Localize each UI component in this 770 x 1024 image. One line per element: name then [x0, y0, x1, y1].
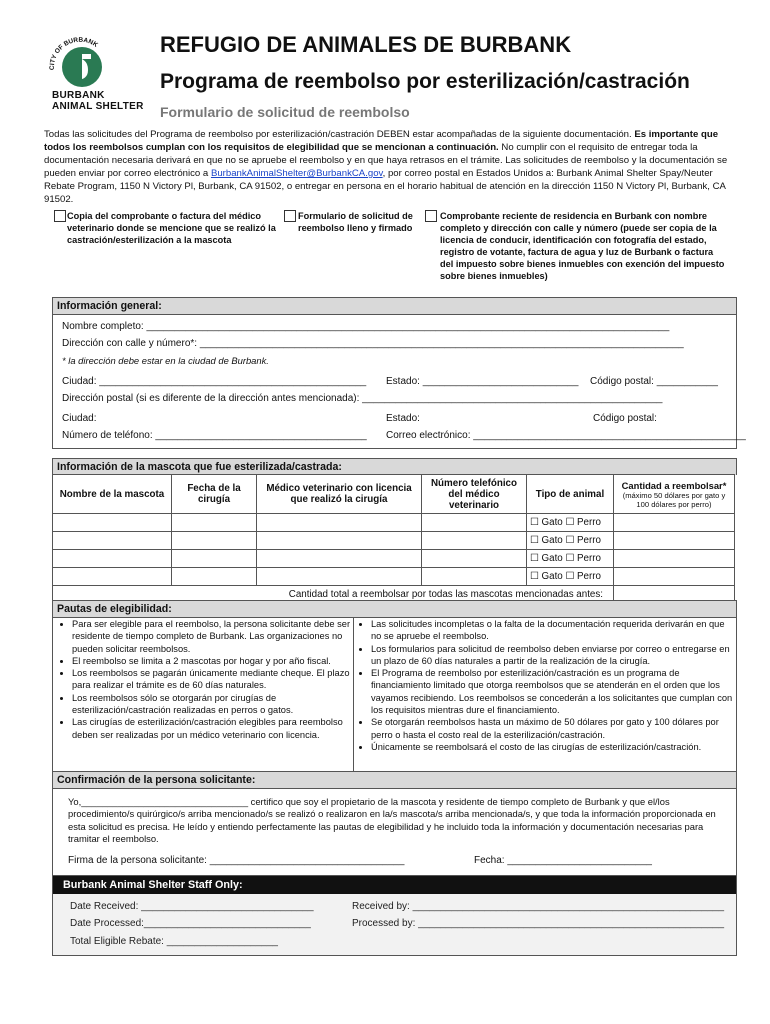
vet-phone-cell[interactable]	[422, 532, 527, 550]
logo-arc-text: CITY OF BURBANK	[48, 36, 99, 71]
checklist-checkbox-2[interactable]	[284, 209, 296, 227]
page-subtitle: Programa de reembolso por esterilización/castración	[160, 70, 690, 93]
animal-type-cell[interactable]: ☐ Gato ☐ Perro	[527, 550, 614, 568]
col-vet-phone: Número telefónico del médico veterinario	[422, 475, 527, 514]
email-link[interactable]: BurbankAnimalShelter@BurbankCA.gov	[210, 168, 383, 179]
intro-text-2: No cumplir con el requisito de entregar toda la documentación necesaria derivará en que no se apruebe el reembolso y en que haya retrasos en el trámite. Las solicitudes de reembolso y la documentación se pueden enviar por correo electrónico a	[44, 142, 728, 179]
eligibility-right-list	[357, 618, 735, 753]
col-vet: Médico veterinario con licencia que realizó la cirugía	[257, 475, 422, 514]
phone-field[interactable]: Número de teléfono: ______________________________________	[62, 430, 367, 441]
date-processed-field[interactable]: Date Processed:______________________________	[70, 918, 311, 929]
col-amount-note: (máximo 50 dólares por gato y 100 dólares por perro)	[622, 490, 726, 509]
list-item: • Las solicitudes incompletas o la falta de la documentación requerida derivarán en que no se apruebe el reembolso.	[371, 618, 735, 643]
received-by-field[interactable]: Received by: ________________________________________________________	[352, 901, 725, 912]
total-label: Cantidad total a reembolsar por todas las mascotas mencionadas antes:	[53, 586, 614, 604]
amount-cell[interactable]	[614, 550, 735, 568]
state-field[interactable]: Estado: ____________________________	[386, 376, 579, 387]
signature-field[interactable]: Firma de la persona solicitante: ___________________________________	[68, 855, 405, 866]
checklist-item-1: Copia del comprobante o factura del médico veterinario donde se mencione que se realizó la castración/esterilización a la mascota	[67, 211, 276, 245]
general-info-heading: Información general:	[53, 298, 736, 315]
date-received-field[interactable]: Date Received: _______________________________	[70, 901, 314, 912]
intro-paragraph	[44, 128, 740, 206]
surgery-date-cell[interactable]	[172, 568, 257, 586]
burbank-logo-icon	[36, 30, 148, 92]
intro-text-1: Todas las solicitudes del Programa de reembolso por esterilización/castración DEBEN estar acompañadas de la siguiente documentación.	[44, 129, 635, 140]
logo-wordmark	[52, 90, 144, 112]
vet-cell[interactable]	[257, 514, 422, 532]
city-field[interactable]: Ciudad: ________________________________________________	[62, 376, 367, 387]
pet-name-cell[interactable]	[53, 550, 172, 568]
list-item: • Se otorgarán reembolsos hasta un máximo de 50 dólares por gato y 100 dólares por perro o hasta el costo real de la esterilización/castración.	[371, 716, 735, 741]
pet-name-cell[interactable]	[53, 514, 172, 532]
checklist-checkbox-3[interactable]	[425, 209, 437, 227]
col-animal-type: Tipo de animal	[527, 475, 614, 514]
email-field[interactable]: Correo electrónico: _________________________________________________	[386, 430, 746, 441]
vet-phone-cell[interactable]	[422, 514, 527, 532]
table-row	[53, 514, 735, 532]
eligibility-left-list	[58, 618, 352, 741]
postal-state-field[interactable]: Estado:	[386, 413, 420, 424]
list-item: • Los reembolsos sólo se otorgarán por cirugías de esterilización/castración realizadas en perros o gatos.	[72, 692, 352, 717]
form-title: Formulario de solicitud de reembolso	[160, 104, 410, 120]
postal-zip-field[interactable]: Código postal:	[593, 413, 657, 424]
postal-city-field[interactable]: Ciudad:	[62, 413, 97, 424]
date-field[interactable]: Fecha: __________________________	[474, 855, 652, 866]
amount-cell[interactable]	[614, 514, 735, 532]
list-item: • Únicamente se reembolsará el costo de las cirugías de esterilización/castración.	[371, 741, 735, 753]
address-field[interactable]: Dirección con calle y número*: _______________________________________________________________________________________	[62, 338, 684, 349]
list-item: • El Programa de reembolso por esterilización/castración es un programa de financiamiento limitado que otorga reembolsos que se atenderán en el orden que los vayamos recibiendo. Los reembolsos se concederán a los solicitantes que cumplan con los requisitos mientras dure el financiamiento.	[371, 667, 735, 716]
col-amount-label: Cantidad a reembolsar*	[621, 479, 727, 491]
intro-text-3: , por correo postal en Estados Unidos a: Burbank Animal Shelter Spay/Neuter Rebate Program, 1150 N Victory Pl, Burbank, CA 91502, o entregar en persona en el horario habitual de atención en la dirección 1150 N Victory Pl, Burbank, CA 91502.	[44, 168, 726, 205]
eligibility-heading: Pautas de elegibilidad:	[53, 601, 736, 618]
logo-line1: BURBANK	[52, 90, 105, 101]
checklist-item-3: Comprobante reciente de residencia en Burbank con nombre completo y dirección con calle y número (puede ser copia de la licencia de conducir, identificación con fotografía del estado, registro de votante, factura de agua y luz de Burbank o factura del impuesto sobre bienes inmuebles con exención del impuesto sobre bienes inmuebles)	[440, 211, 725, 281]
logo-line2: ANIMAL SHELTER	[52, 101, 144, 112]
pets-section	[52, 458, 737, 475]
pets-heading: Información de la mascota que fue esterilizada/castrada:	[53, 459, 736, 475]
vet-cell[interactable]	[257, 550, 422, 568]
full-name-field[interactable]: Nombre completo: ______________________________________________________________________________________________	[62, 321, 670, 332]
pets-table	[52, 474, 735, 604]
list-item: • El reembolso se limita a 2 mascotas por hogar y por año fiscal.	[72, 655, 352, 667]
general-info-section	[52, 297, 737, 449]
surgery-date-cell[interactable]	[172, 532, 257, 550]
list-item: • Los formularios para solicitud de reembolso deben enviarse por correo o entregarse en un plazo de 60 días naturales a partir de la realización de la cirugía.	[371, 643, 735, 668]
table-row	[53, 568, 735, 586]
checklist-item-2: Formulario de solicitud de reembolso lleno y firmado	[298, 211, 413, 233]
list-item: • Los reembolsos se pagarán únicamente mediante cheque. El plazo para realizar el trámite es de 60 días naturales.	[72, 667, 352, 692]
list-item: • Las cirugías de esterilización/castración elegibles para reembolso deben ser realizadas por un médico veterinario con licencia.	[72, 716, 352, 741]
pets-header-row	[53, 475, 735, 514]
list-item: • Para ser elegible para el reembolso, la persona solicitante debe ser residente de tiempo completo de Burbank. Las organizaciones no pueden solicitar reembolsos.	[72, 618, 352, 655]
col-amount	[614, 475, 735, 514]
animal-type-cell[interactable]: ☐ Gato ☐ Perro	[527, 532, 614, 550]
animal-type-cell[interactable]: ☐ Gato ☐ Perro	[527, 568, 614, 586]
vet-cell[interactable]	[257, 568, 422, 586]
total-rebate-field[interactable]: Total Eligible Rebate: ____________________	[70, 936, 278, 947]
animal-type-cell[interactable]: ☐ Gato ☐ Perro	[527, 514, 614, 532]
zip-field[interactable]: Código postal: ___________	[590, 376, 718, 387]
page-title: REFUGIO DE ANIMALES DE BURBANK	[160, 32, 572, 57]
pet-name-cell[interactable]	[53, 568, 172, 586]
surgery-date-cell[interactable]	[172, 514, 257, 532]
processed-by-field[interactable]: Processed by: _______________________________________________________	[352, 918, 725, 929]
table-row	[53, 532, 735, 550]
vet-cell[interactable]	[257, 532, 422, 550]
confirmation-heading: Confirmación de la persona solicitante:	[53, 772, 736, 789]
checklist-checkbox-1[interactable]	[54, 209, 66, 227]
table-row	[53, 550, 735, 568]
vet-phone-cell[interactable]	[422, 568, 527, 586]
postal-address-field[interactable]: Dirección postal (si es diferente de la dirección antes mencionada): ______________________________________________________	[62, 393, 663, 404]
surgery-date-cell[interactable]	[172, 550, 257, 568]
amount-cell[interactable]	[614, 532, 735, 550]
confirmation-statement: Yo,________________________________ certifico que soy el propietario de la mascota y residente de tiempo completo de Burbank y que el/los procedimiento/s quirúrgico/s arriba mencionado/s se realizó o realizaron en la/s mascota/s arriba mencionada/s, y que toda la información proporcionada en esta solicitud es precisa. He leído y entiendo perfectamente las pautas de elegibilidad y he incluido toda la información y documentación necesarias para tramitar el reembolso.	[68, 796, 716, 845]
vet-phone-cell[interactable]	[422, 550, 527, 568]
pet-name-cell[interactable]	[53, 532, 172, 550]
intro-text-bold: Es importante que todos los reembolsos cumplan con los requisitos de elegibilidad que se mencionan a continuación.	[44, 129, 719, 153]
col-surgery-date: Fecha de la cirugía	[172, 475, 257, 514]
col-pet-name: Nombre de la mascota	[53, 475, 172, 514]
amount-cell[interactable]	[614, 568, 735, 586]
address-note: * la dirección debe estar en la ciudad de Burbank.	[62, 355, 269, 366]
staff-heading: Burbank Animal Shelter Staff Only:	[53, 876, 736, 894]
